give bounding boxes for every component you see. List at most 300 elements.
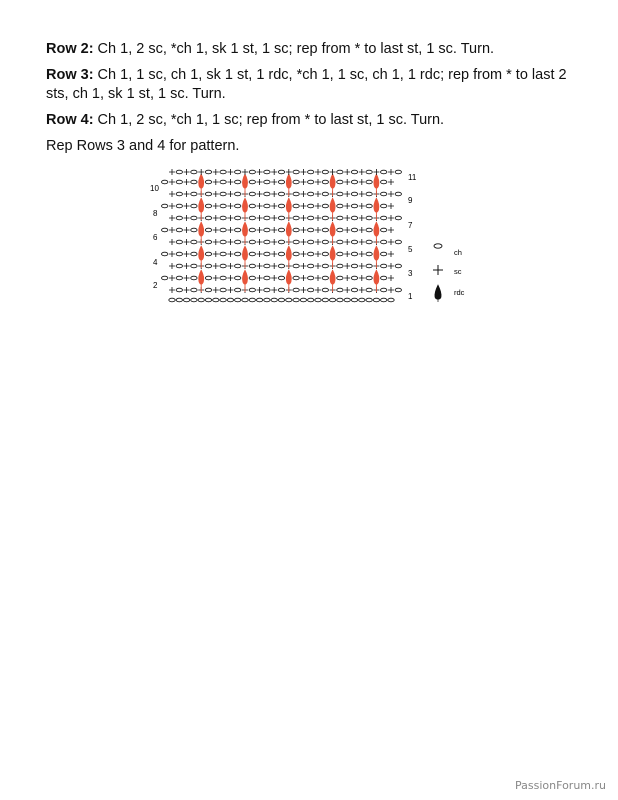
ch-stitch: [235, 288, 241, 292]
ch-stitch: [264, 288, 270, 292]
sc-stitch: [227, 275, 233, 281]
sc-stitch: [257, 263, 263, 269]
ch-stitch: [249, 180, 255, 184]
row-number-1: 1: [408, 292, 413, 301]
ch-stitch: [337, 288, 343, 292]
row-4-label: Row 4:: [46, 112, 94, 128]
ch-stitch: [278, 276, 284, 280]
ch-stitch: [278, 240, 284, 244]
sc-stitch: [359, 191, 365, 197]
ch-stitch: [162, 228, 168, 232]
sc-stitch: [359, 263, 365, 269]
ch-stitch: [395, 170, 401, 174]
sc-stitch: [213, 287, 219, 293]
sc-stitch: [388, 227, 394, 233]
legend-rdc-icon: [435, 285, 441, 302]
ch-stitch: [183, 298, 189, 302]
sc-stitch: [257, 203, 263, 209]
row-number-6: 6: [153, 233, 158, 242]
ch-stitch: [249, 216, 255, 220]
ch-stitch: [381, 170, 387, 174]
ch-stitch: [366, 180, 372, 184]
ch-stitch: [235, 204, 241, 208]
sc-stitch: [300, 203, 306, 209]
sc-stitch: [271, 251, 277, 257]
sc-stitch: [227, 287, 233, 293]
ch-stitch: [176, 170, 182, 174]
ch-stitch: [264, 228, 270, 232]
ch-stitch: [381, 192, 387, 196]
ch-stitch: [176, 288, 182, 292]
ch-stitch: [220, 228, 226, 232]
ch-stitch: [235, 216, 241, 220]
ch-stitch: [322, 264, 328, 268]
sc-stitch: [286, 169, 292, 175]
sc-stitch: [198, 169, 204, 175]
ch-stitch: [249, 192, 255, 196]
sc-stitch: [315, 191, 321, 197]
sc-stitch: [213, 263, 219, 269]
sc-stitch: [227, 215, 233, 221]
sc-stitch: [213, 239, 219, 245]
ch-stitch: [351, 192, 357, 196]
ch-stitch: [249, 276, 255, 280]
sc-stitch: [344, 239, 350, 245]
ch-stitch: [322, 298, 328, 302]
ch-stitch: [366, 264, 372, 268]
ch-stitch: [169, 298, 175, 302]
ch-stitch: [366, 288, 372, 292]
sc-stitch: [213, 169, 219, 175]
ch-stitch: [176, 240, 182, 244]
ch-stitch: [176, 252, 182, 256]
row-4-text: Ch 1, 2 sc, *ch 1, 1 sc; rep from * to last st, 1 sc. Turn.: [93, 112, 445, 128]
sc-stitch: [242, 169, 248, 175]
ch-stitch: [278, 264, 284, 268]
sc-stitch: [344, 169, 350, 175]
ch-stitch: [205, 276, 211, 280]
ch-stitch: [337, 240, 343, 244]
ch-stitch: [191, 276, 197, 280]
sc-stitch: [315, 215, 321, 221]
ch-stitch: [329, 298, 335, 302]
ch-stitch: [176, 180, 182, 184]
row-number-11: 11: [408, 173, 417, 182]
ch-stitch: [308, 216, 314, 220]
sc-stitch: [359, 215, 365, 221]
ch-stitch: [381, 204, 387, 208]
ch-stitch: [395, 288, 401, 292]
ch-stitch: [249, 240, 255, 244]
legend-ch-icon: [434, 244, 442, 248]
ch-stitch: [191, 298, 197, 302]
ch-stitch: [381, 264, 387, 268]
ch-stitch: [395, 216, 401, 220]
ch-stitch: [162, 204, 168, 208]
ch-stitch: [278, 192, 284, 196]
ch-stitch: [293, 204, 299, 208]
sc-stitch: [359, 179, 365, 185]
ch-stitch: [293, 228, 299, 232]
ch-stitch: [293, 216, 299, 220]
ch-stitch: [205, 216, 211, 220]
sc-stitch: [300, 227, 306, 233]
ch-stitch: [220, 276, 226, 280]
ch-stitch: [191, 228, 197, 232]
legend-sc-label: sc: [454, 267, 462, 276]
ch-stitch: [264, 298, 270, 302]
ch-stitch: [176, 192, 182, 196]
ch-stitch: [293, 170, 299, 174]
sc-stitch: [388, 251, 394, 257]
ch-stitch: [249, 298, 255, 302]
sc-stitch: [344, 275, 350, 281]
sc-stitch: [300, 239, 306, 245]
ch-stitch: [337, 264, 343, 268]
ch-stitch: [235, 228, 241, 232]
ch-stitch: [322, 180, 328, 184]
ch-stitch: [293, 276, 299, 280]
sc-stitch: [169, 263, 175, 269]
sc-stitch: [300, 191, 306, 197]
sc-stitch: [227, 251, 233, 257]
sc-stitch: [213, 275, 219, 281]
sc-stitch: [169, 227, 175, 233]
ch-stitch: [220, 170, 226, 174]
ch-stitch: [366, 276, 372, 280]
ch-stitch: [293, 264, 299, 268]
sc-stitch: [213, 179, 219, 185]
sc-stitch: [227, 169, 233, 175]
ch-stitch: [249, 252, 255, 256]
ch-stitch: [162, 276, 168, 280]
ch-stitch: [249, 264, 255, 268]
sc-stitch: [257, 169, 263, 175]
ch-stitch: [366, 170, 372, 174]
ch-stitch: [293, 180, 299, 184]
sc-stitch: [300, 169, 306, 175]
sc-stitch: [257, 287, 263, 293]
ch-stitch: [293, 298, 299, 302]
legend-sc-icon: [433, 265, 443, 275]
sc-stitch: [169, 239, 175, 245]
sc-stitch: [271, 275, 277, 281]
sc-stitch: [271, 239, 277, 245]
ch-stitch: [308, 264, 314, 268]
ch-stitch: [322, 252, 328, 256]
ch-stitch: [322, 288, 328, 292]
sc-stitch: [184, 227, 190, 233]
row-number-8: 8: [153, 209, 158, 218]
ch-stitch: [366, 192, 372, 196]
sc-stitch: [315, 203, 321, 209]
ch-stitch: [381, 288, 387, 292]
row-3-label: Row 3:: [46, 67, 94, 83]
sc-stitch: [388, 287, 394, 293]
ch-stitch: [264, 204, 270, 208]
sc-stitch: [271, 203, 277, 209]
ch-stitch: [205, 252, 211, 256]
ch-stitch: [220, 264, 226, 268]
ch-stitch: [351, 240, 357, 244]
ch-stitch: [381, 216, 387, 220]
ch-stitch: [162, 180, 168, 184]
ch-stitch: [381, 298, 387, 302]
ch-stitch: [322, 240, 328, 244]
ch-stitch: [308, 204, 314, 208]
ch-stitch: [264, 170, 270, 174]
ch-stitch: [213, 298, 219, 302]
sc-stitch: [169, 191, 175, 197]
row-3-text: Ch 1, 1 sc, ch 1, sk 1 st, 1 rdc, *ch 1, 1 sc, ch 1, 1 rdc; rep from * to last 2 sts, ch 1, sk 1 st, 1 sc. Turn.: [46, 67, 567, 102]
ch-stitch: [191, 216, 197, 220]
ch-stitch: [278, 180, 284, 184]
sc-stitch: [388, 275, 394, 281]
sc-stitch: [359, 239, 365, 245]
ch-stitch: [235, 252, 241, 256]
row-2-text: Ch 1, 2 sc, *ch 1, sk 1 st, 1 sc; rep from * to last st, 1 sc. Turn.: [93, 41, 495, 57]
legend-rdc-label: rdc: [454, 288, 465, 297]
sc-stitch: [388, 215, 394, 221]
sc-stitch: [169, 203, 175, 209]
sc-stitch: [271, 263, 277, 269]
sc-stitch: [227, 203, 233, 209]
ch-stitch: [249, 204, 255, 208]
ch-stitch: [351, 264, 357, 268]
ch-stitch: [278, 228, 284, 232]
ch-stitch: [351, 216, 357, 220]
stitch-chart: [140, 166, 480, 316]
sc-stitch: [315, 239, 321, 245]
ch-stitch: [205, 240, 211, 244]
ch-stitch: [322, 204, 328, 208]
ch-stitch: [278, 298, 284, 302]
sc-stitch: [388, 263, 394, 269]
row-number-7: 7: [408, 221, 413, 230]
ch-stitch: [366, 216, 372, 220]
ch-stitch: [308, 252, 314, 256]
ch-stitch: [351, 288, 357, 292]
ch-stitch: [337, 192, 343, 196]
sc-stitch: [227, 227, 233, 233]
row-number-9: 9: [408, 196, 413, 205]
sc-stitch: [184, 263, 190, 269]
sc-stitch: [184, 203, 190, 209]
sc-stitch: [184, 191, 190, 197]
ch-stitch: [381, 276, 387, 280]
ch-stitch: [351, 252, 357, 256]
sc-stitch: [169, 251, 175, 257]
ch-stitch: [293, 252, 299, 256]
sc-stitch: [388, 203, 394, 209]
repeat-instruction: Rep Rows 3 and 4 for pattern.: [46, 138, 240, 154]
ch-stitch: [176, 298, 182, 302]
ch-stitch: [205, 170, 211, 174]
ch-stitch: [308, 228, 314, 232]
sc-stitch: [388, 191, 394, 197]
ch-stitch: [344, 298, 350, 302]
sc-stitch: [300, 263, 306, 269]
ch-stitch: [205, 264, 211, 268]
sc-stitch: [257, 191, 263, 197]
ch-stitch: [366, 240, 372, 244]
sc-stitch: [373, 169, 379, 175]
sc-stitch: [300, 275, 306, 281]
ch-stitch: [308, 180, 314, 184]
ch-stitch: [264, 252, 270, 256]
ch-stitch: [308, 240, 314, 244]
ch-stitch: [220, 192, 226, 196]
ch-stitch: [351, 298, 357, 302]
ch-stitch: [293, 240, 299, 244]
ch-stitch: [351, 180, 357, 184]
sc-stitch: [300, 251, 306, 257]
instructions: [46, 40, 586, 163]
ch-stitch: [351, 276, 357, 280]
sc-stitch: [184, 215, 190, 221]
sc-stitch: [257, 215, 263, 221]
ch-stitch: [191, 288, 197, 292]
ch-stitch: [235, 276, 241, 280]
sc-stitch: [227, 179, 233, 185]
ch-stitch: [366, 228, 372, 232]
sc-stitch: [344, 263, 350, 269]
ch-stitch: [162, 252, 168, 256]
ch-stitch: [220, 288, 226, 292]
ch-stitch: [322, 192, 328, 196]
ch-stitch: [322, 276, 328, 280]
ch-stitch: [220, 204, 226, 208]
ch-stitch: [322, 170, 328, 174]
legend-ch-label: ch: [454, 248, 462, 257]
ch-stitch: [198, 298, 204, 302]
ch-stitch: [242, 298, 248, 302]
ch-stitch: [293, 288, 299, 292]
ch-stitch: [337, 180, 343, 184]
ch-stitch: [249, 170, 255, 174]
ch-stitch: [249, 288, 255, 292]
ch-stitch: [278, 204, 284, 208]
ch-stitch: [337, 252, 343, 256]
ch-stitch: [220, 216, 226, 220]
row-number-5: 5: [408, 245, 413, 254]
sc-stitch: [184, 275, 190, 281]
sc-stitch: [271, 191, 277, 197]
ch-stitch: [322, 228, 328, 232]
sc-stitch: [388, 179, 394, 185]
ch-stitch: [256, 298, 262, 302]
sc-stitch: [257, 239, 263, 245]
ch-stitch: [337, 276, 343, 280]
sc-stitch: [213, 215, 219, 221]
ch-stitch: [264, 192, 270, 196]
ch-stitch: [373, 298, 379, 302]
row-2-instruction: [46, 40, 586, 59]
sc-stitch: [300, 179, 306, 185]
ch-stitch: [205, 192, 211, 196]
ch-stitch: [337, 228, 343, 232]
ch-stitch: [176, 264, 182, 268]
ch-stitch: [220, 180, 226, 184]
ch-stitch: [286, 298, 292, 302]
ch-stitch: [308, 298, 314, 302]
ch-stitch: [176, 216, 182, 220]
ch-stitch: [205, 298, 211, 302]
ch-stitch: [293, 192, 299, 196]
sc-stitch: [359, 227, 365, 233]
sc-stitch: [330, 169, 336, 175]
row-number-4: 4: [153, 258, 158, 267]
ch-stitch: [308, 288, 314, 292]
sc-stitch: [227, 191, 233, 197]
ch-stitch: [220, 298, 226, 302]
ch-stitch: [381, 240, 387, 244]
ch-stitch: [308, 170, 314, 174]
ch-stitch: [395, 264, 401, 268]
sc-stitch: [388, 239, 394, 245]
ch-stitch: [220, 252, 226, 256]
row-number-10: 10: [150, 184, 159, 193]
sc-stitch: [184, 287, 190, 293]
sc-stitch: [315, 227, 321, 233]
sc-stitch: [271, 169, 277, 175]
sc-stitch: [388, 169, 394, 175]
ch-stitch: [264, 264, 270, 268]
sc-stitch: [359, 169, 365, 175]
ch-stitch: [366, 298, 372, 302]
sc-stitch: [213, 251, 219, 257]
row-number-2: 2: [153, 281, 158, 290]
ch-stitch: [264, 216, 270, 220]
sc-stitch: [213, 227, 219, 233]
sc-stitch: [213, 191, 219, 197]
sc-stitch: [315, 263, 321, 269]
sc-stitch: [271, 215, 277, 221]
sc-stitch: [359, 275, 365, 281]
ch-stitch: [395, 192, 401, 196]
ch-stitch: [176, 204, 182, 208]
ch-stitch: [235, 180, 241, 184]
sc-stitch: [227, 239, 233, 245]
stitch-grid: [162, 169, 402, 302]
ch-stitch: [381, 252, 387, 256]
sc-stitch: [184, 169, 190, 175]
sc-stitch: [184, 239, 190, 245]
sc-stitch: [169, 275, 175, 281]
watermark: PassionForum.ru: [515, 779, 606, 792]
ch-stitch: [308, 276, 314, 280]
ch-stitch: [366, 252, 372, 256]
sc-stitch: [315, 179, 321, 185]
sc-stitch: [344, 287, 350, 293]
ch-stitch: [322, 216, 328, 220]
ch-stitch: [235, 240, 241, 244]
ch-stitch: [191, 252, 197, 256]
sc-stitch: [359, 251, 365, 257]
row-number-3: 3: [408, 269, 413, 278]
ch-stitch: [395, 240, 401, 244]
sc-stitch: [344, 251, 350, 257]
row-4-instruction: [46, 111, 586, 130]
ch-stitch: [176, 276, 182, 280]
ch-stitch: [191, 180, 197, 184]
sc-stitch: [315, 287, 321, 293]
sc-stitch: [184, 251, 190, 257]
ch-stitch: [235, 298, 241, 302]
sc-stitch: [257, 275, 263, 281]
sc-stitch: [169, 215, 175, 221]
ch-stitch: [235, 192, 241, 196]
